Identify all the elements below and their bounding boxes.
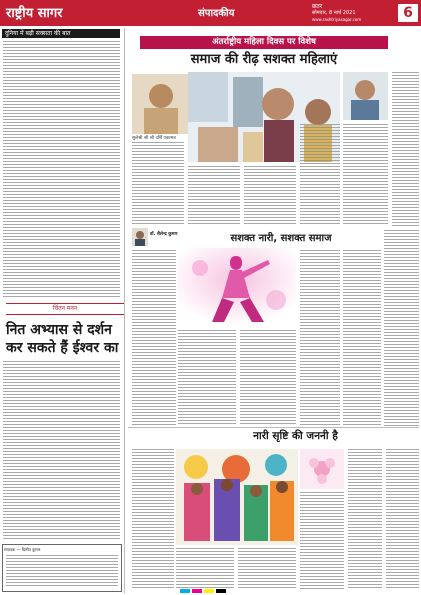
column-divider xyxy=(124,28,125,593)
bottom-column-3 xyxy=(238,548,296,590)
side-photo-image xyxy=(343,72,388,120)
article-column-1 xyxy=(132,142,184,226)
flower-art xyxy=(300,449,344,489)
edition-date: सोमवार, 8 मार्च 2021 xyxy=(312,10,356,16)
bottom-section-heading: नारी सृष्टि की जननी है xyxy=(253,430,338,442)
bottom-column-5 xyxy=(348,449,382,590)
article-column-3 xyxy=(244,166,296,226)
mid-column-4 xyxy=(300,250,340,426)
bottom-column-2 xyxy=(176,548,234,590)
article-column-4 xyxy=(300,124,340,226)
bottom-column-6 xyxy=(386,449,419,590)
banner-subtitle: समाज की रीढ़ सशक्त महिलाएं xyxy=(190,52,338,67)
colorful-women-art xyxy=(176,449,298,545)
mid-column-2 xyxy=(178,330,236,426)
mid-column-6 xyxy=(384,230,419,426)
cmyk-yellow xyxy=(204,589,214,593)
cmyk-magenta xyxy=(192,589,202,593)
author-avatar xyxy=(132,228,148,246)
article-column-5 xyxy=(343,124,388,226)
mid-column-5 xyxy=(343,250,381,426)
festive-illustration xyxy=(176,449,298,545)
mid-section-heading: सशक्त नारी, सशक्त समाज xyxy=(181,230,381,247)
pink-silhouette-art xyxy=(178,248,296,326)
author-photo xyxy=(132,228,148,246)
imprint-lines xyxy=(6,555,118,587)
side-photo xyxy=(343,72,388,120)
newspaper-name: राष्ट्रीय सागर xyxy=(6,6,63,21)
leader-photo xyxy=(132,74,190,134)
left-column-heading: नित अभ्यास से दर्शन कर सकते हैं ईश्वर का xyxy=(6,322,119,356)
left-column-text xyxy=(3,361,120,539)
cmyk-black xyxy=(216,589,226,593)
banner-title: अंतर्राष्ट्रीय महिला दिवस पर विशेष xyxy=(140,36,388,49)
website-url: www.rashtriyasagar.com xyxy=(312,17,362,22)
portrait-image xyxy=(132,74,190,134)
article-column-6 xyxy=(392,72,419,226)
imprint-text: संपादक — दिलीप कुमार xyxy=(4,547,41,552)
article-column-2 xyxy=(188,166,240,226)
mid-column-1 xyxy=(132,250,176,426)
page-number: 6 xyxy=(398,4,418,22)
section-title: संपादकीय xyxy=(198,8,235,19)
photo-caption: सुलेश्री श्री श्री दर्शि एकामत्र xyxy=(132,136,176,141)
woman-illustration xyxy=(178,248,296,326)
author-name: डॉ. शैलेन्द्र कुमार xyxy=(150,232,178,237)
sidebar-heading: दुनिया में बढ़ी सक्सता की बात xyxy=(2,29,120,38)
edition-city: छतर xyxy=(312,3,323,10)
bottom-right-photo xyxy=(300,449,344,489)
bottom-column-4 xyxy=(300,492,344,590)
column-label: चिंतन मनन xyxy=(6,303,124,315)
sidebar-article-text xyxy=(3,41,120,299)
mid-column-3 xyxy=(240,330,296,426)
cmyk-cyan xyxy=(180,589,190,593)
bottom-column-1 xyxy=(132,449,174,589)
